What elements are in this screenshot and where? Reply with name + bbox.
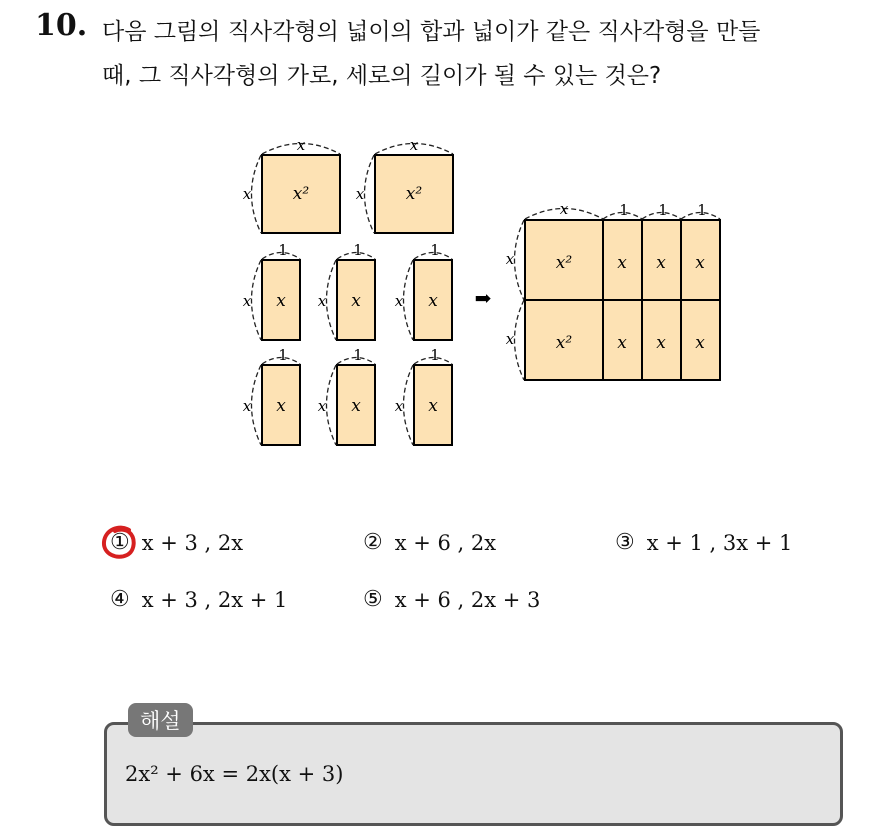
choice-1-text: x + 3 , 2x [141,530,244,555]
choice-4-text: x + 3 , 2x + 1 [141,587,288,612]
combined-rect-label: x [656,333,666,353]
side-brace [404,365,414,445]
square-piece-label: x² [292,184,310,204]
side-brace-label: x [355,185,365,203]
rect-piece-label: x [276,396,286,416]
rect-piece-label: x [276,291,286,311]
top-brace-label: 1 [353,241,363,259]
side-brace-label: x [242,292,252,310]
choice-5[interactable] [363,587,540,612]
choice-3[interactable] [615,530,792,555]
question-line-1: 다음 그림의 직사각형의 넓이의 합과 넓이가 같은 직사각형을 만들 [102,19,761,45]
side-brace [252,260,262,340]
choice-3-text: x + 1 , 3x + 1 [646,530,793,555]
top-brace-label: 1 [658,201,668,219]
figure-combined-rectangle [506,200,720,380]
figure-pieces [243,136,492,445]
side-brace [327,260,337,340]
choice-1[interactable] [110,530,243,555]
choice-5-text: x + 6 , 2x + 3 [394,587,541,612]
choice-2-number: ② [363,530,383,555]
rect-piece-label: x [351,291,361,311]
combined-square-label: x² [555,333,573,353]
combined-rect-label: x [617,253,627,273]
choice-4-number: ④ [110,587,130,612]
combined-square-label: x² [555,253,573,273]
rect-piece-label: x [428,396,438,416]
side-brace [515,220,525,300]
side-brace-label: x [505,250,515,268]
top-brace-label: 1 [697,201,707,219]
side-brace [404,260,414,340]
side-brace [327,365,337,445]
side-brace-label: x [242,397,252,415]
side-brace-label: x [394,292,404,310]
top-brace-label: 1 [430,241,440,259]
top-brace-label: x [409,136,419,154]
top-brace-label: 1 [430,346,440,364]
rect-piece-label: x [428,291,438,311]
top-brace-label: 1 [353,346,363,364]
solution-tag: 해설 [128,703,193,737]
combined-rect-label: x [656,253,666,273]
question-number: 10. [35,8,88,43]
choice-2-text: x + 6 , 2x [394,530,497,555]
side-brace [365,155,375,233]
choice-5-number: ⑤ [363,587,383,612]
combined-rect-label: x [617,333,627,353]
side-brace [252,365,262,445]
figure [225,135,735,455]
top-brace-label: 1 [278,241,288,259]
combined-rect-label: x [695,253,705,273]
choice-3-number: ③ [615,530,635,555]
choice-4[interactable] [110,587,287,612]
side-brace-label: x [317,292,327,310]
arrow-icon: ➡ [474,286,492,310]
question-text [102,10,872,98]
side-brace [252,155,262,233]
choice-2[interactable] [363,530,496,555]
side-brace-label: x [505,330,515,348]
top-brace-label: x [559,200,569,218]
side-brace-label: x [317,397,327,415]
side-brace [515,300,525,380]
choice-1-number: ① [110,530,130,555]
solution-equation: 2x² + 6x = 2x(x + 3) [125,762,344,786]
square-piece-label: x² [405,184,423,204]
top-brace-label: x [296,136,306,154]
rect-piece-label: x [351,396,361,416]
side-brace-label: x [394,397,404,415]
top-brace-label: 1 [619,201,629,219]
combined-rect-label: x [695,333,705,353]
question-line-2: 때, 그 직사각형의 가로, 세로의 길이가 될 수 있는 것은? [102,63,662,89]
top-brace-label: 1 [278,346,288,364]
side-brace-label: x [242,185,252,203]
